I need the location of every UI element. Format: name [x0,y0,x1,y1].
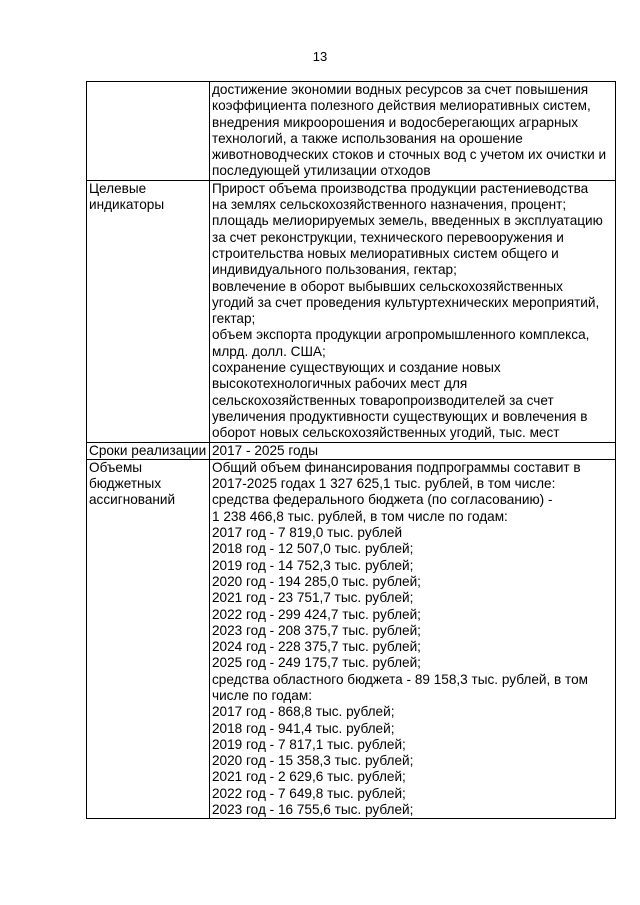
row-content-line: оборот новых сельскохозяйственных угодий, тыс. мест [212,425,560,441]
row-content-line: 2018 год - 941,4 тыс. рублей; [212,720,395,736]
row-content-line: 2023 год - 208 375,7 тыс. рублей; [212,622,421,638]
row-content-cell [210,82,616,181]
row-content-line: 2022 год - 299 424,7 тыс. рублей; [212,606,421,622]
row-content-line: увеличения продуктивности существующих и вовлечения в [212,408,588,424]
row-content-line: 2020 год - 194 285,0 тыс. рублей; [212,573,421,589]
row-label-cell [87,82,210,181]
row-content-line: средства федерального бюджета (по согласованию) - [212,492,553,508]
table-body [87,82,616,819]
row-content-line: Общий объем финансирования подпрограммы составит в [212,459,581,475]
row-content-line: 2025 год - 249 175,7 тыс. рублей; [212,655,421,671]
page-number: 13 [312,49,328,64]
table-row [87,442,616,459]
row-content-line: средства областного бюджета - 89 158,3 тыс. рублей, в том [212,671,589,687]
row-content-line: 2020 год - 15 358,3 тыс. рублей; [212,753,414,769]
row-content-cell [210,442,616,459]
row-content-line: за счет реконструкции, технического перевооружения и [212,229,564,245]
row-content-line: 2019 год - 7 817,1 тыс. рублей; [212,736,406,752]
row-content-line: 2018 год - 12 507,0 тыс. рублей; [212,541,414,557]
row-content-line: 2017 - 2025 годы [212,442,318,458]
row-label-line: Сроки реализации [89,442,207,458]
row-content-line: строительства новых мелиоративных систем общего и [212,245,559,261]
row-content-cell [210,180,616,442]
row-content-line: 2017-2025 годах 1 327 625,1 тыс. рублей, в том числе: [212,476,556,492]
row-content-line: индивидуального пользования, гектар; [212,262,457,278]
row-content-line: объем экспорта продукции агропромышленного комплекса, [212,327,590,343]
row-content-line: внедрения микроорошения и водосберегающих аграрных [212,114,579,130]
row-label-cell [87,180,210,442]
row-content-line: технологий, а также использования на орошение [212,130,523,146]
row-content-line: достижение экономии водных ресурсов за счет повышения [212,82,589,97]
subprogram-passport-table [86,81,616,819]
row-content-line: последующей утилизации отходов [212,163,431,179]
row-content-line: угодий за счет проведения культуртехнических мероприятий, [212,294,600,310]
row-content-line: 2023 год - 16 755,6 тыс. рублей; [212,802,414,818]
row-content-line: на землях сельскохозяйственного назначения, процент; [212,197,567,213]
row-label-line: Объемы [89,459,143,475]
row-content-line: 2024 год - 228 375,7 тыс. рублей; [212,639,421,655]
row-content-line: 2021 год - 23 751,7 тыс. рублей; [212,590,414,606]
row-content-line: млрд. долл. США; [212,343,326,359]
row-content-line: числе по годам: [212,687,312,703]
row-label-line: бюджетных [89,476,162,492]
row-content-line: коэффициента полезного действия мелиоративных систем, [212,98,591,114]
row-content-line: сельскохозяйственных товаропроизводителей за счет [212,392,554,408]
row-content-line: 2022 год - 7 649,8 тыс. рублей; [212,785,406,801]
row-content-line: сохранение существующих и создание новых [212,360,501,376]
row-content-line: 2019 год - 14 752,3 тыс. рублей; [212,557,414,573]
row-label-line: Целевые [89,180,147,196]
row-content-line: Прирост объема производства продукции растениеводства [212,180,589,196]
row-content-line: гектар; [212,311,256,327]
row-content-line: 2021 год - 2 629,6 тыс. рублей; [212,769,406,785]
row-label-cell [87,459,210,819]
table-row [87,82,616,181]
table-row [87,459,616,819]
row-label-line: ассигнований [89,492,176,508]
row-content-line: 1 238 466,8 тыс. рублей, в том числе по годам: [212,508,508,524]
row-content-line: животноводческих стоков и сточных вод с учетом их очистки и [212,147,607,163]
row-content-line: площадь мелиорируемых земель, введенных в эксплуатацию [212,213,603,229]
row-content-line: 2017 год - 868,8 тыс. рублей; [212,704,395,720]
row-content-cell [210,459,616,819]
row-label-line: индикаторы [89,197,165,213]
row-content-line: вовлечение в оборот выбывших сельскохозяйственных [212,278,563,294]
row-label-cell [87,442,210,459]
row-content-line: 2017 год - 7 819,0 тыс. рублей [212,525,403,541]
row-content-line: высокотехнологичных рабочих мест для [212,376,468,392]
table-row [87,180,616,442]
